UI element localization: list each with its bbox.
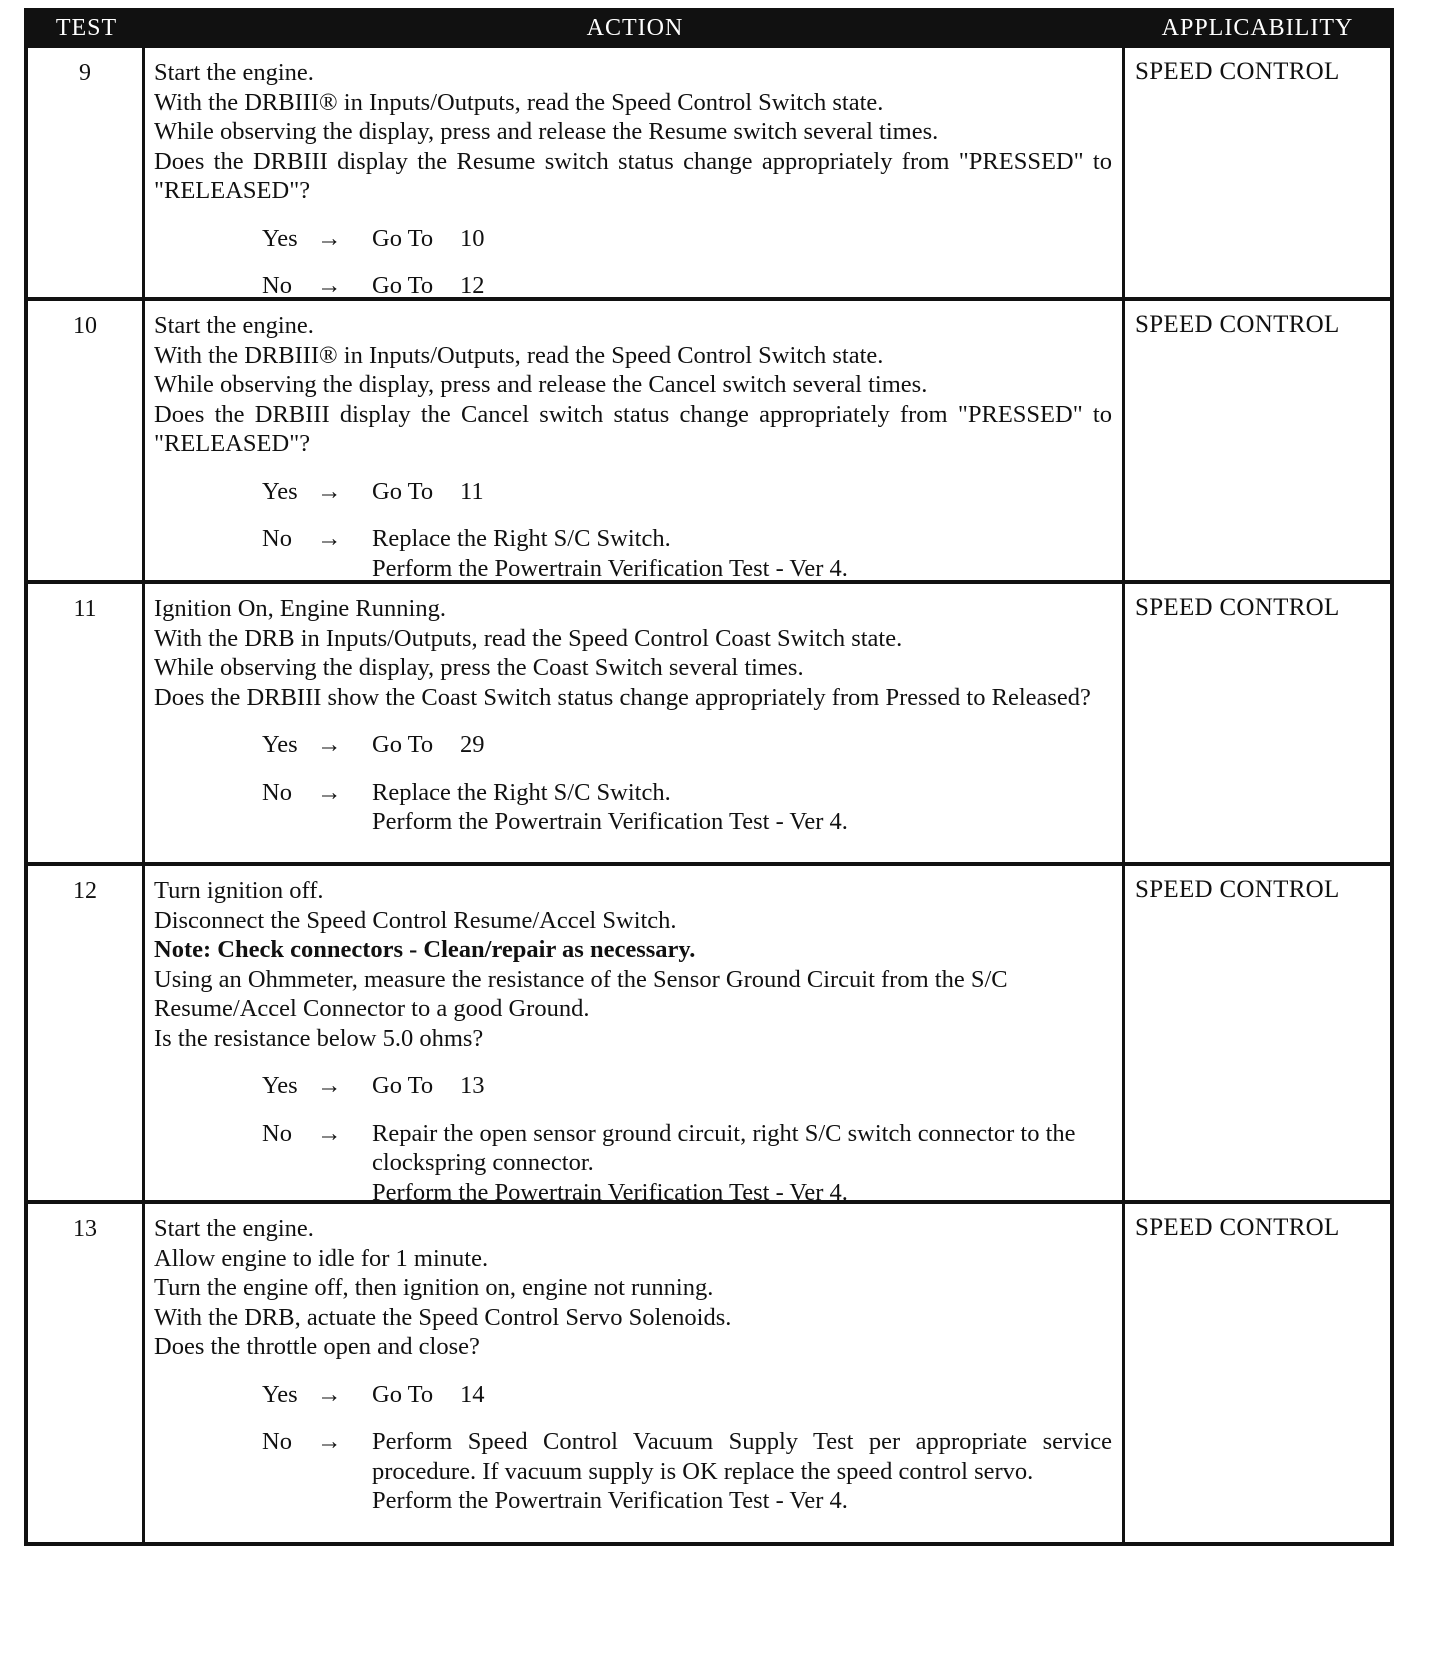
applicability-cell: SPEED CONTROL (1135, 594, 1340, 621)
test-row (24, 866, 1394, 1204)
action-step: Turn ignition off. (154, 877, 324, 904)
yes-label: Yes (262, 1380, 298, 1408)
action-cell (145, 584, 1125, 862)
goto-target: 14 (460, 1380, 485, 1408)
action-step: Start the engine. (154, 1215, 314, 1242)
action-step: Disconnect the Speed Control Resume/Accel Switch. (154, 906, 677, 934)
arrow-right-icon: → (317, 731, 342, 758)
yes-label: Yes (262, 477, 298, 505)
no-label: No (262, 272, 292, 299)
no-label: No (262, 1119, 292, 1147)
outcome-line: Perform the Powertrain Verification Test - Ver 4. (372, 1178, 848, 1206)
applicability-cell: SPEED CONTROL (1135, 1214, 1340, 1241)
applicability-cell: SPEED CONTROL (1135, 876, 1340, 903)
action-note: Note: Check connectors - Clean/repair as necessary. (154, 936, 696, 963)
arrow-right-icon: → (317, 778, 342, 806)
arrow-right-icon: → (317, 1380, 342, 1408)
test-row (24, 1204, 1394, 1546)
test-row (24, 584, 1394, 866)
action-step: Allow engine to idle for 1 minute. (154, 1244, 489, 1272)
outcome-line: Replace the Right S/C Switch. (372, 525, 671, 552)
action-step: While observing the display, press and release the Resume switch several times. (154, 118, 939, 145)
action-step: Turn the engine off, then ignition on, engine not running. (154, 1274, 714, 1301)
header-applicability: APPLICABILITY (1161, 14, 1354, 41)
applicability-cell: SPEED CONTROL (1135, 311, 1340, 338)
arrow-right-icon: → (317, 525, 342, 552)
action-step: Is the resistance below 5.0 ohms? (154, 1024, 484, 1052)
applicability-cell: SPEED CONTROL (1135, 58, 1340, 85)
action-step: While observing the display, press and release the Cancel switch several times. (154, 371, 928, 398)
outcome-line: Perform the Powertrain Verification Test - Ver 4. (372, 1487, 848, 1514)
test-number: 12 (28, 866, 145, 1200)
no-outcome (154, 1119, 1112, 1208)
no-label: No (262, 525, 292, 552)
goto-target: 11 (460, 477, 484, 505)
test-number: 9 (28, 48, 145, 297)
arrow-right-icon: → (317, 1119, 342, 1147)
arrow-right-icon: → (317, 477, 342, 505)
action-step: Does the DRBIII show the Coast Switch status change appropriately from Pressed to Released? (154, 683, 1091, 711)
goto-target: 13 (460, 1072, 485, 1099)
test-number: 13 (28, 1204, 145, 1542)
action-step: Does the DRBIII display the Resume switch status change appropriately from "PRESSED" to "RELEASED"? (154, 147, 1112, 204)
outcome-line: Perform the Powertrain Verification Test - Ver 4. (372, 554, 848, 582)
goto-target: 29 (460, 731, 485, 758)
action-step: Using an Ohmmeter, measure the resistance of the Sensor Ground Circuit from the S/C Resume/Accel Connector to a good Ground. (154, 965, 1008, 1022)
action-step: Start the engine. (154, 59, 314, 86)
goto-label: Go To (372, 1072, 434, 1099)
action-step: With the DRB, actuate the Speed Control Servo Solenoids. (154, 1303, 732, 1331)
outcome-line: Replace the Right S/C Switch. (372, 778, 671, 806)
no-label: No (262, 778, 292, 806)
action-step: Ignition On, Engine Running. (154, 595, 446, 622)
yes-outcome (154, 224, 1112, 254)
action-cell (145, 48, 1125, 297)
action-step: With the DRBIII® in Inputs/Outputs, read the Speed Control Switch state. (154, 341, 884, 369)
arrow-right-icon: → (317, 224, 342, 252)
action-step: Does the throttle open and close? (154, 1333, 480, 1360)
action-step: Start the engine. (154, 312, 314, 339)
no-outcome (154, 778, 1112, 837)
action-step: With the DRBIII® in Inputs/Outputs, read the Speed Control Switch state. (154, 88, 884, 116)
action-cell (145, 866, 1125, 1206)
yes-label: Yes (262, 731, 298, 758)
goto-label: Go To (372, 272, 434, 299)
goto-target: 12 (460, 272, 485, 299)
yes-outcome (154, 1380, 1112, 1410)
yes-label: Yes (262, 1072, 298, 1099)
goto-label: Go To (372, 224, 434, 252)
yes-outcome (154, 730, 1112, 760)
no-outcome (154, 1427, 1112, 1516)
no-outcome (154, 271, 1112, 301)
goto-label: Go To (372, 1380, 434, 1408)
outcome-line: Perform the Powertrain Verification Test - Ver 4. (372, 808, 848, 835)
no-outcome (154, 524, 1112, 583)
diagnostic-table (24, 8, 1394, 1546)
action-cell (145, 1204, 1125, 1542)
test-number: 11 (28, 584, 145, 862)
arrow-right-icon: → (317, 1072, 342, 1099)
action-step: While observing the display, press the Coast Switch several times. (154, 654, 804, 681)
outcome-line: Repair the open sensor ground circuit, right S/C switch connector to the clockspring connector. (372, 1119, 1076, 1176)
arrow-right-icon: → (317, 272, 342, 299)
goto-label: Go To (372, 477, 434, 505)
header-test: TEST (55, 14, 118, 41)
test-row (24, 48, 1394, 301)
yes-label: Yes (262, 224, 298, 252)
action-cell (145, 301, 1125, 580)
yes-outcome (154, 477, 1112, 507)
goto-target: 10 (460, 224, 485, 252)
action-step: With the DRB in Inputs/Outputs, read the Speed Control Coast Switch state. (154, 624, 903, 652)
no-label: No (262, 1428, 292, 1455)
goto-label: Go To (372, 731, 434, 758)
outcome-line: Perform Speed Control Vacuum Supply Test per appropriate service procedure. If vacuum supply is OK replace the speed control servo. (372, 1428, 1112, 1485)
table-header (24, 8, 1394, 48)
header-action: ACTION (586, 14, 684, 41)
test-row (24, 301, 1394, 584)
test-number: 10 (28, 301, 145, 580)
action-step: Does the DRBIII display the Cancel switch status change appropriately from "PRESSED" to "RELEASED"? (154, 400, 1112, 457)
yes-outcome (154, 1071, 1112, 1101)
arrow-right-icon: → (317, 1428, 342, 1455)
